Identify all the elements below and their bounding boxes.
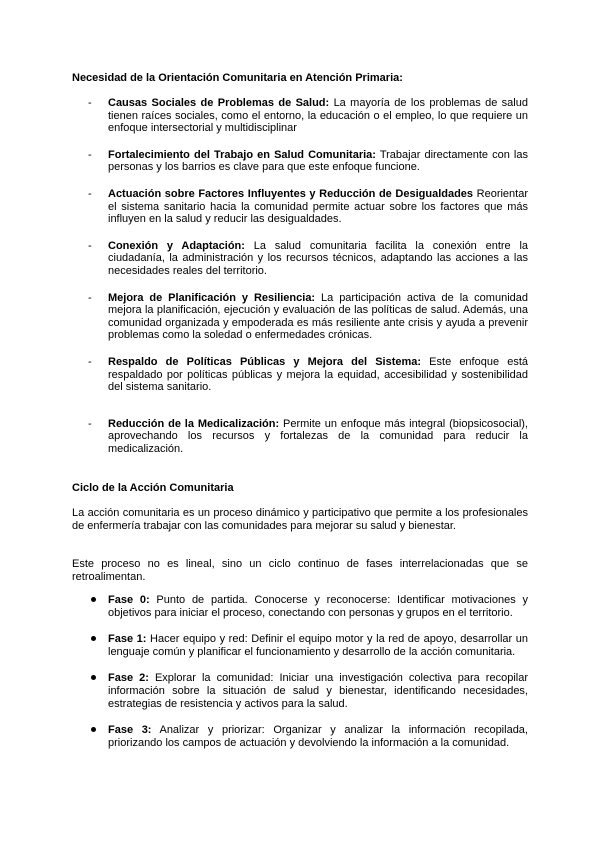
paragraph-intro: La acción comunitaria es un proceso dinámico y participativo que permite a los profesionales de enfermería trabajar con las comunidades para mejorar su salud y bienestar. [72,507,528,532]
list-item [88,633,528,658]
list-item [88,418,528,456]
dash-marker: - [88,291,92,304]
dash-marker: - [88,97,92,109]
phase-title: Fase 2: [108,672,149,685]
item-title: Fortalecimiento del Trabajo en Salud Comunitaria: [108,148,376,161]
item-title: Conexión y Adaptación: [108,239,245,252]
section-heading-primary-care: Necesidad de la Orientación Comunitaria en Atención Primaria: [72,72,403,84]
dash-marker: - [88,417,92,430]
list-item [88,594,528,619]
list-item [88,292,528,342]
paragraph-cycle: Este proceso no es lineal, sino un ciclo continuo de fases interrelacionadas que se retroalimentan. [72,558,528,583]
phase-text: Hacer equipo y red: Definir el equipo motor y la red de apoyo, desarrollar un lenguaje común y planificar el funcionamiento y desarrollo de la acción comunitaria. [108,633,528,658]
dash-marker: - [88,239,92,252]
item-title: Mejora de Planificación y Resiliencia: [108,291,316,304]
dash-marker: - [88,355,92,368]
section-heading-community-cycle: Ciclo de la Acción Comunitaria [72,482,234,494]
list-item [88,97,528,135]
item-text: Permite un enfoque más integral (biopsicosocial), aprovechando los recursos y fortalezas de la comunidad para reducir la medicalización. [108,417,528,455]
item-title: Causas Sociales de Problemas de Salud: [108,97,330,109]
bullet-icon [91,636,96,641]
item-text: La salud comunitaria facilita la conexión entre la ciudadanía, la administración y los recursos técnicos, adaptando las acciones a las necesidades reales del territorio. [108,239,528,277]
list-item [88,724,528,749]
list-item [88,672,528,710]
phase-text: Analizar y priorizar: Organizar y analizar la información recopilada, priorizando los campos de actuación y devolviendo la información a la comunidad. [108,724,528,749]
phase-title: Fase 0: [108,594,150,606]
item-title: Respaldo de Políticas Públicas y Mejora del Sistema: [108,355,422,368]
bullet-icon [91,597,96,602]
bullet-icon [91,675,96,680]
list-item [88,149,528,174]
phase-title: Fase 1: [108,633,147,646]
item-text: La participación activa de la comunidad mejora la planificación, ejecución y evaluación de las políticas de salud. Además, una comunidad organizada y empoderada es más resiliente ante crisis y ayuda a prevenir problemas como la soledad o enfermedades crónicas. [108,291,528,342]
item-text: Este enfoque está respaldado por políticas públicas y mejora la equidad, accesibilidad y sostenibilidad del sistema sanitario. [108,355,528,394]
primary-care-reasons-list [88,97,528,469]
item-title: Reducción de la Medicalización: [108,417,280,430]
dash-marker: - [88,148,92,161]
phase-title: Fase 3: [108,724,152,737]
item-text: Reorientar el sistema sanitario hacia la comunidad permite actuar sobre los factores que más influyen en la salud y reducir las desigualdades. [108,187,529,226]
list-item [88,188,528,226]
item-text: La mayoría de los problemas de salud tienen raíces sociales, como el entorno, la educación o el empleo, lo que requiere un enfoque intersectorial y multidisciplinar [108,97,528,135]
phase-text: Punto de partida. Conocerse y reconocerse: Identificar motivaciones y objetivos para iniciar el proceso, conectando con personas y grupos en el territorio. [108,594,528,619]
phases-list [88,594,528,763]
phase-text: Explorar la comunidad: Iniciar una investigación colectiva para recopilar información sobre la situación de salud y bienestar, identificando necesidades, estrategias de resistencia y activos para la salud. [108,672,528,710]
list-item [88,240,528,278]
dash-marker: - [88,187,92,200]
item-title: Actuación sobre Factores Influyentes y Reducción de Desigualdades [108,187,474,200]
item-text: Trabajar directamente con las personas y los barrios es clave para que este enfoque funcione. [108,148,528,174]
bullet-icon [91,727,96,732]
list-item [88,356,528,394]
